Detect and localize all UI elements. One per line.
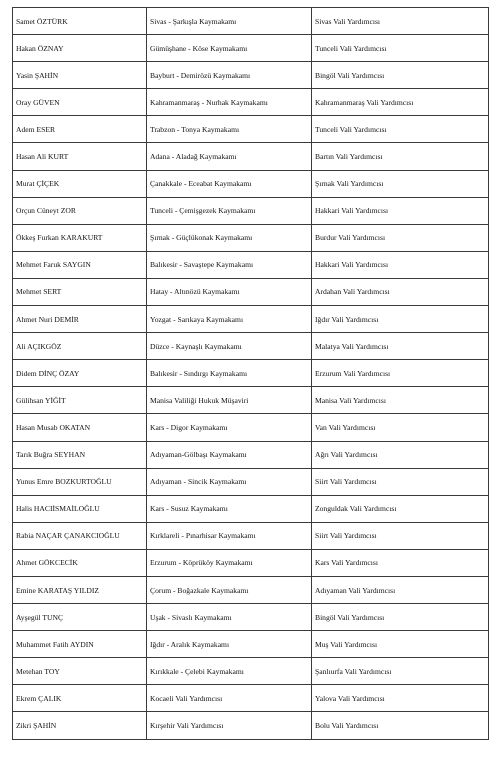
table-row bbox=[13, 441, 489, 468]
new-position-cell: Siirt Vali Yardımcısı bbox=[312, 468, 489, 495]
new-position-cell: Şanlıurfa Vali Yardımcısı bbox=[312, 658, 489, 685]
current-position-cell: Kocaeli Vali Yardımcısı bbox=[147, 685, 312, 712]
current-position-cell: Erzurum - Köprüköy Kaymakamı bbox=[147, 549, 312, 576]
person-name-cell: Didem DİNÇ ÖZAY bbox=[13, 360, 147, 387]
table-row bbox=[13, 495, 489, 522]
new-position-cell: Hakkari Vali Yardımcısı bbox=[312, 251, 489, 278]
table-row bbox=[13, 170, 489, 197]
table-row bbox=[13, 604, 489, 631]
table-row bbox=[13, 251, 489, 278]
table-row bbox=[13, 306, 489, 333]
current-position-cell: Tunceli - Çemişgezek Kaymakamı bbox=[147, 197, 312, 224]
person-name-cell: Tarık Buğra SEYHAN bbox=[13, 441, 147, 468]
table-row bbox=[13, 522, 489, 549]
new-position-cell: Şırnak Vali Yardımcısı bbox=[312, 170, 489, 197]
current-position-cell: Adana - Aladağ Kaymakamı bbox=[147, 143, 312, 170]
current-position-cell: Manisa Valiliği Hukuk Müşaviri bbox=[147, 387, 312, 414]
new-position-cell: Sivas Vali Yardımcısı bbox=[312, 8, 489, 35]
new-position-cell: Burdur Vali Yardımcısı bbox=[312, 224, 489, 251]
new-position-cell: Adıyaman Vali Yardımcısı bbox=[312, 576, 489, 603]
current-position-cell: Gümüşhane - Köse Kaymakamı bbox=[147, 35, 312, 62]
table-row bbox=[13, 62, 489, 89]
current-position-cell: Kırklareli - Pınarhisar Kaymakamı bbox=[147, 522, 312, 549]
person-name-cell: Emine KARATAŞ YILDIZ bbox=[13, 576, 147, 603]
new-position-cell: Siirt Vali Yardımcısı bbox=[312, 522, 489, 549]
table-row bbox=[13, 278, 489, 305]
new-position-cell: Muş Vali Yardımcısı bbox=[312, 631, 489, 658]
person-name-cell: Ekrem ÇALIK bbox=[13, 685, 147, 712]
person-name-cell: Gülihsan YİĞİT bbox=[13, 387, 147, 414]
table-row bbox=[13, 35, 489, 62]
new-position-cell: Bolu Vali Yardımcısı bbox=[312, 712, 489, 739]
table-row bbox=[13, 658, 489, 685]
new-position-cell: Van Vali Yardımcısı bbox=[312, 414, 489, 441]
person-name-cell: Yunus Emre BOZKURTOĞLU bbox=[13, 468, 147, 495]
new-position-cell: Bingöl Vali Yardımcısı bbox=[312, 604, 489, 631]
current-position-cell: Adıyaman-Gölbaşı Kaymakamı bbox=[147, 441, 312, 468]
table-row bbox=[13, 712, 489, 739]
table-row bbox=[13, 197, 489, 224]
current-position-cell: Iğdır - Aralık Kaymakamı bbox=[147, 631, 312, 658]
current-position-cell: Yozgat - Sarıkaya Kaymakamı bbox=[147, 306, 312, 333]
person-name-cell: Zikri ŞAHİN bbox=[13, 712, 147, 739]
new-position-cell: Hakkari Vali Yardımcısı bbox=[312, 197, 489, 224]
new-position-cell: Ardahan Vali Yardımcısı bbox=[312, 278, 489, 305]
table-row bbox=[13, 143, 489, 170]
table-row bbox=[13, 685, 489, 712]
new-position-cell: Erzurum Vali Yardımcısı bbox=[312, 360, 489, 387]
person-name-cell: Mehmet Faruk SAYGIN bbox=[13, 251, 147, 278]
current-position-cell: Kars - Digor Kaymakamı bbox=[147, 414, 312, 441]
new-position-cell: Tunceli Vali Yardımcısı bbox=[312, 35, 489, 62]
table-row bbox=[13, 631, 489, 658]
table-row bbox=[13, 549, 489, 576]
new-position-cell: Bingöl Vali Yardımcısı bbox=[312, 62, 489, 89]
current-position-cell: Çorum - Boğazkale Kaymakamı bbox=[147, 576, 312, 603]
person-name-cell: Murat ÇİÇEK bbox=[13, 170, 147, 197]
new-position-cell: Zonguldak Vali Yardımcısı bbox=[312, 495, 489, 522]
person-name-cell: Ali AÇIKGÖZ bbox=[13, 333, 147, 360]
current-position-cell: Bayburt - Demirözü Kaymakamı bbox=[147, 62, 312, 89]
table-row bbox=[13, 414, 489, 441]
table-row bbox=[13, 333, 489, 360]
person-name-cell: Ökkeş Furkan KARAKURT bbox=[13, 224, 147, 251]
current-position-cell: Hatay - Altınözü Kaymakamı bbox=[147, 278, 312, 305]
person-name-cell: Ahmet Nuri DEMİR bbox=[13, 306, 147, 333]
person-name-cell: Rabia NAÇAR ÇANAKCIOĞLU bbox=[13, 522, 147, 549]
person-name-cell: Ahmet GÖKCECİK bbox=[13, 549, 147, 576]
person-name-cell: Hakan ÖZNAY bbox=[13, 35, 147, 62]
person-name-cell: Hasan Ali KURT bbox=[13, 143, 147, 170]
table-row bbox=[13, 468, 489, 495]
current-position-cell: Uşak - Sivaslı Kaymakamı bbox=[147, 604, 312, 631]
table-body bbox=[13, 8, 489, 740]
current-position-cell: Balıkesir - Savaştepe Kaymakamı bbox=[147, 251, 312, 278]
table-row bbox=[13, 89, 489, 116]
table-row bbox=[13, 116, 489, 143]
new-position-cell: Malatya Vali Yardımcısı bbox=[312, 333, 489, 360]
person-name-cell: Halis HACIİSMAİLOĞLU bbox=[13, 495, 147, 522]
current-position-cell: Kırşehir Vali Yardımcısı bbox=[147, 712, 312, 739]
person-name-cell: Metehan TOY bbox=[13, 658, 147, 685]
current-position-cell: Adıyaman - Sincik Kaymakamı bbox=[147, 468, 312, 495]
new-position-cell: Yalova Vali Yardımcısı bbox=[312, 685, 489, 712]
current-position-cell: Düzce - Kaynaşlı Kaymakamı bbox=[147, 333, 312, 360]
new-position-cell: Manisa Vali Yardımcısı bbox=[312, 387, 489, 414]
new-position-cell: Iğdır Vali Yardımcısı bbox=[312, 306, 489, 333]
person-name-cell: Oray GÜVEN bbox=[13, 89, 147, 116]
table-row bbox=[13, 224, 489, 251]
person-name-cell: Hasan Musab OKATAN bbox=[13, 414, 147, 441]
person-name-cell: Adem ESER bbox=[13, 116, 147, 143]
table-row bbox=[13, 360, 489, 387]
current-position-cell: Balıkesir - Sındırgı Kaymakamı bbox=[147, 360, 312, 387]
table-row bbox=[13, 8, 489, 35]
new-position-cell: Bartın Vali Yardımcısı bbox=[312, 143, 489, 170]
current-position-cell: Sivas - Şarkışla Kaymakamı bbox=[147, 8, 312, 35]
current-position-cell: Çanakkale - Eceabat Kaymakamı bbox=[147, 170, 312, 197]
person-name-cell: Ayşegül TUNÇ bbox=[13, 604, 147, 631]
person-name-cell: Samet ÖZTÜRK bbox=[13, 8, 147, 35]
person-name-cell: Yasin ŞAHİN bbox=[13, 62, 147, 89]
appointments-table bbox=[12, 7, 489, 740]
new-position-cell: Ağrı Vali Yardımcısı bbox=[312, 441, 489, 468]
current-position-cell: Kırıkkale - Çelebi Kaymakamı bbox=[147, 658, 312, 685]
table-row bbox=[13, 387, 489, 414]
new-position-cell: Kahramanmaraş Vali Yardımcısı bbox=[312, 89, 489, 116]
new-position-cell: Kars Vali Yardımcısı bbox=[312, 549, 489, 576]
table-row bbox=[13, 576, 489, 603]
new-position-cell: Tunceli Vali Yardımcısı bbox=[312, 116, 489, 143]
current-position-cell: Kahramanmaraş - Nurhak Kaymakamı bbox=[147, 89, 312, 116]
current-position-cell: Şırnak - Güçlükonak Kaymakamı bbox=[147, 224, 312, 251]
person-name-cell: Mehmet SERT bbox=[13, 278, 147, 305]
current-position-cell: Kars - Susuz Kaymakamı bbox=[147, 495, 312, 522]
person-name-cell: Orçun Cüneyt ZOR bbox=[13, 197, 147, 224]
current-position-cell: Trabzon - Tonya Kaymakamı bbox=[147, 116, 312, 143]
person-name-cell: Muhammet Fatih AYDIN bbox=[13, 631, 147, 658]
